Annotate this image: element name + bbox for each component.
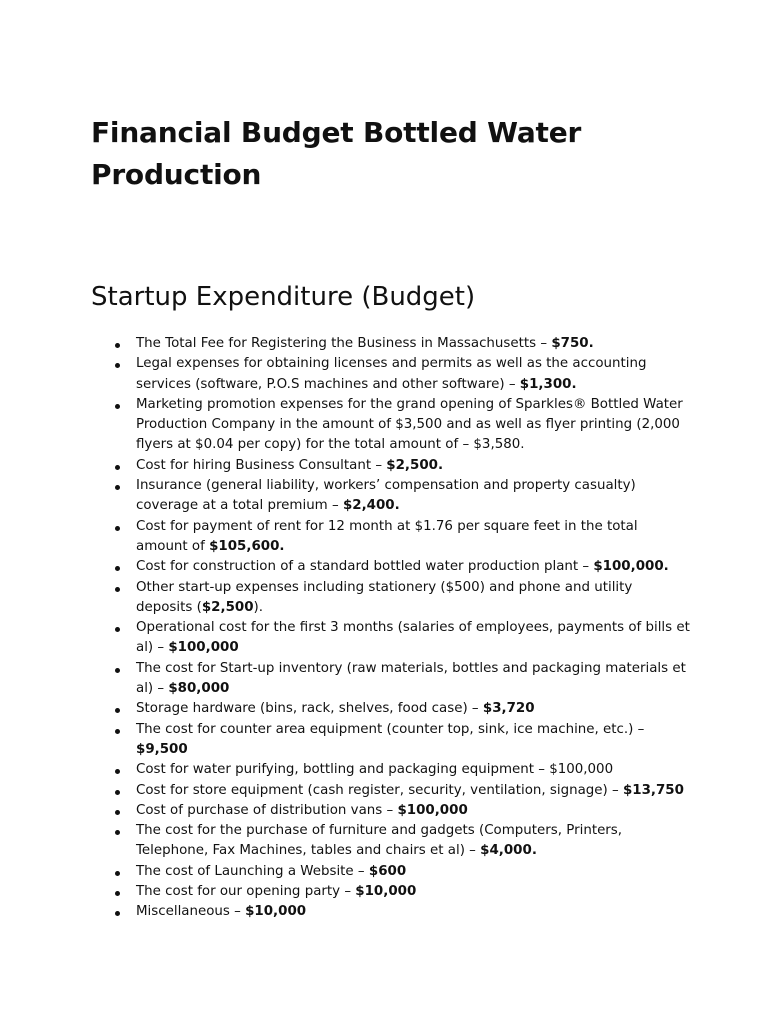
- list-item-text: [136, 458, 443, 473]
- list-item-text: [136, 701, 535, 716]
- list-item-text: [136, 478, 636, 513]
- section-heading: Startup Expenditure (Budget): [91, 282, 476, 312]
- item-description: Marketing promotion expenses for the grand opening of Sparkles® Bottled Water Production Company in the amount of $3,500 and as well as flyer printing (2,000 flyers at $0.04 per copy) for the total amount of – $3,580.: [136, 396, 683, 453]
- item-description: Cost for store equipment (cash register, security, ventilation, signage) –: [136, 782, 623, 798]
- list-item: [91, 760, 691, 780]
- list-item: [91, 618, 691, 659]
- list-item-text: [136, 762, 613, 777]
- item-amount: $9,500: [136, 741, 188, 757]
- item-description: The cost of Launching a Website –: [136, 863, 369, 879]
- list-item-text: [136, 580, 632, 615]
- item-amount: $2,500: [201, 599, 254, 615]
- list-item: [91, 781, 691, 801]
- item-description: Insurance (general liability, workers’ compensation and property casualty) coverage at a total premium –: [136, 478, 636, 514]
- bullet-icon: [115, 790, 120, 795]
- list-item: [91, 557, 691, 577]
- item-description: The cost for Start-up inventory (raw materials, bottles and packaging materials et al) –: [136, 660, 686, 697]
- item-amount: $4,000.: [480, 843, 537, 859]
- list-item: [91, 659, 691, 700]
- list-item-text: [136, 336, 594, 351]
- item-suffix: ).: [253, 599, 264, 615]
- list-item: [91, 902, 691, 922]
- list-item: [91, 476, 691, 517]
- list-item-text: [136, 823, 622, 858]
- list-item-text: [136, 519, 638, 554]
- list-item: [91, 862, 691, 882]
- item-description: The cost for the purchase of furniture and gadgets (Computers, Printers, Telephone, Fax Machines, tables and chairs et al) –: [136, 823, 623, 859]
- bullet-icon: [115, 810, 120, 815]
- bullet-icon: [115, 830, 120, 835]
- budget-list: [91, 334, 691, 923]
- item-amount: $600: [368, 863, 407, 879]
- bullet-icon: [115, 526, 120, 531]
- item-amount: $3,720: [482, 701, 535, 717]
- bullet-icon: [115, 485, 120, 490]
- list-item: [91, 354, 691, 395]
- list-item-text: [136, 722, 644, 757]
- bullet-icon: [115, 891, 120, 896]
- bullet-icon: [115, 404, 120, 409]
- item-description: Storage hardware (bins, rack, shelves, food case) –: [136, 701, 483, 717]
- list-item: [91, 334, 691, 354]
- bullet-icon: [115, 871, 120, 876]
- bullet-icon: [115, 708, 120, 713]
- list-item-text: [136, 661, 686, 696]
- list-item: [91, 821, 691, 862]
- list-item-text: [136, 783, 684, 798]
- item-amount: $80,000: [168, 681, 230, 697]
- list-item-text: [136, 864, 406, 879]
- item-amount: $13,750: [622, 782, 684, 798]
- item-amount: $1,300.: [519, 376, 577, 392]
- bullet-icon: [115, 566, 120, 571]
- bullet-icon: [115, 465, 120, 470]
- item-description: Cost for construction of a standard bottled water production plant –: [136, 559, 594, 575]
- item-amount: $100,000.: [593, 559, 669, 575]
- item-description: Other start-up expenses including stationery ($500) and phone and utility deposits (: [136, 579, 633, 615]
- bullet-icon: [115, 363, 120, 368]
- list-item: [91, 720, 691, 761]
- item-description: The cost for our opening party –: [136, 884, 356, 900]
- bullet-icon: [115, 343, 120, 348]
- list-item-text: [136, 397, 683, 453]
- item-description: The cost for counter area equipment (counter top, sink, ice machine, etc.) –: [136, 721, 645, 737]
- bullet-icon: [115, 587, 120, 592]
- list-item: [91, 456, 691, 476]
- list-item: [91, 699, 691, 719]
- list-item: [91, 882, 691, 902]
- list-item-text: [136, 803, 468, 818]
- item-amount: $750.: [551, 336, 594, 351]
- document-page: [91, 112, 691, 923]
- list-item-text: [136, 620, 690, 655]
- list-item-text: [136, 559, 669, 574]
- item-description: Cost for hiring Business Consultant –: [136, 457, 387, 473]
- bullet-icon: [115, 911, 120, 916]
- item-amount: $100,000: [397, 802, 468, 818]
- bullet-icon: [115, 769, 120, 774]
- item-amount: $100,000: [168, 640, 239, 656]
- list-item-text: [136, 884, 416, 899]
- item-description: Operational cost for the first 3 months (salaries of employees, payments of bills et al) –: [136, 620, 690, 656]
- list-item: [91, 517, 691, 558]
- list-item: [91, 578, 691, 619]
- item-amount: $2,400.: [342, 498, 400, 514]
- item-description: Cost for water purifying, bottling and packaging equipment – $100,000: [136, 762, 614, 778]
- item-description: The Total Fee for Registering the Business in Massachusetts –: [136, 336, 552, 351]
- item-description: Legal expenses for obtaining licenses and permits as well as the accounting services (software, P.O.S machines and other software) –: [136, 356, 647, 392]
- item-amount: $2,500.: [386, 457, 444, 473]
- item-description: Cost of purchase of distribution vans –: [136, 802, 398, 818]
- document-title: Financial Budget Bottled Water Production: [91, 116, 582, 191]
- bullet-icon: [115, 627, 120, 632]
- list-item: [91, 395, 691, 456]
- list-item: [91, 801, 691, 821]
- item-amount: $10,000: [355, 884, 417, 900]
- list-item-text: [136, 904, 306, 919]
- bullet-icon: [115, 668, 120, 673]
- item-description: Miscellaneous –: [136, 904, 246, 920]
- item-amount: $10,000: [245, 904, 307, 920]
- bullet-icon: [115, 729, 120, 734]
- item-description: Cost for payment of rent for 12 month at $1.76 per square feet in the total amount of: [136, 518, 638, 554]
- list-item-text: [136, 356, 646, 391]
- item-amount: $105,600.: [209, 538, 285, 554]
